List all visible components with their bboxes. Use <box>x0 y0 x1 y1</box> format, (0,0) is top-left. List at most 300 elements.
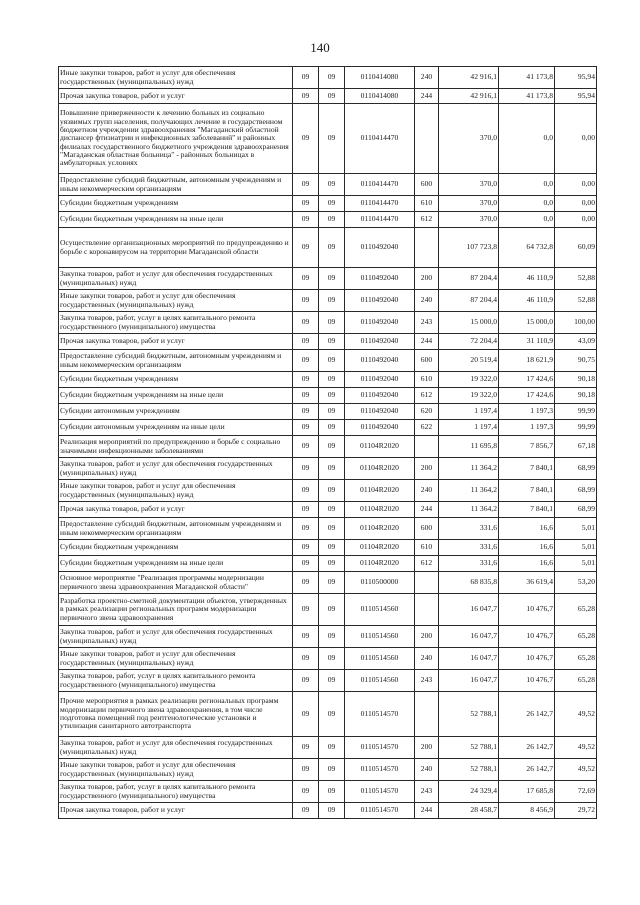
row-percent: 65,28 <box>555 648 597 670</box>
row-fact: 7 840,1 <box>499 458 555 480</box>
row-podrazdel: 09 <box>319 803 345 819</box>
row-kind: 600 <box>415 350 439 372</box>
row-podrazdel: 09 <box>319 594 345 626</box>
row-name: Основное мероприятие "Реализация программы модернизации первичного звена здравоохранения Магаданской области" <box>59 572 293 594</box>
row-name: Прочая закупка товаров, работ и услуг <box>59 803 293 819</box>
row-kind: 240 <box>415 290 439 312</box>
row-plan: 87 204,4 <box>439 290 499 312</box>
row-fact: 15 000,0 <box>499 312 555 334</box>
row-fact: 18 621,9 <box>499 350 555 372</box>
row-kind: 240 <box>415 480 439 502</box>
row-name: Иные закупки товаров, работ и услуг для обеспечения государственных (муниципальных) нужд <box>59 480 293 502</box>
row-razdel: 09 <box>293 458 319 480</box>
row-article: 0110492040 <box>345 228 415 268</box>
row-podrazdel: 09 <box>319 458 345 480</box>
row-article: 01104R2020 <box>345 502 415 518</box>
row-fact: 16,6 <box>499 556 555 572</box>
row-razdel: 09 <box>293 626 319 648</box>
row-name: Закупка товаров, работ, услуг в целях капитального ремонта государственного (муниципального) имущества <box>59 781 293 803</box>
row-kind: 240 <box>415 759 439 781</box>
row-name: Закупка товаров, работ, услуг в целях капитального ремонта государственного (муниципального) имущества <box>59 670 293 692</box>
row-plan: 87 204,4 <box>439 268 499 290</box>
row-kind: 244 <box>415 89 439 104</box>
table-row <box>59 803 597 819</box>
table-row <box>59 388 597 404</box>
row-percent: 68,99 <box>555 458 597 480</box>
row-plan: 331,6 <box>439 518 499 540</box>
row-razdel: 09 <box>293 174 319 196</box>
row-razdel: 09 <box>293 372 319 388</box>
row-podrazdel: 09 <box>319 540 345 556</box>
row-kind: 612 <box>415 212 439 228</box>
row-kind: 240 <box>415 648 439 670</box>
row-article: 01104R2020 <box>345 436 415 458</box>
row-plan: 1 197,4 <box>439 420 499 436</box>
row-podrazdel: 09 <box>319 737 345 759</box>
row-name: Иные закупки товаров, работ и услуг для обеспечения государственных (муниципальных) нужд <box>59 759 293 781</box>
row-percent: 0,00 <box>555 174 597 196</box>
row-kind <box>415 436 439 458</box>
row-fact: 10 476,7 <box>499 648 555 670</box>
row-fact: 10 476,7 <box>499 594 555 626</box>
row-razdel: 09 <box>293 196 319 212</box>
row-podrazdel: 09 <box>319 781 345 803</box>
table-row <box>59 737 597 759</box>
row-fact: 1 197,3 <box>499 420 555 436</box>
row-name: Субсидии автономным учреждениям на иные цели <box>59 420 293 436</box>
row-percent: 5,01 <box>555 556 597 572</box>
row-plan: 16 047,7 <box>439 626 499 648</box>
table-row <box>59 372 597 388</box>
row-article: 0110492040 <box>345 420 415 436</box>
row-fact: 1 197,3 <box>499 404 555 420</box>
row-article: 01104R2020 <box>345 556 415 572</box>
row-plan: 331,6 <box>439 556 499 572</box>
row-kind: 610 <box>415 372 439 388</box>
row-fact: 46 110,9 <box>499 268 555 290</box>
row-percent: 0,00 <box>555 212 597 228</box>
row-razdel: 09 <box>293 89 319 104</box>
row-razdel: 09 <box>293 290 319 312</box>
row-name: Субсидии бюджетным учреждениям на иные цели <box>59 556 293 572</box>
row-article: 01104R2020 <box>345 458 415 480</box>
row-article: 0110492040 <box>345 404 415 420</box>
row-article: 0110514570 <box>345 781 415 803</box>
row-kind: 244 <box>415 502 439 518</box>
row-plan: 370,0 <box>439 174 499 196</box>
row-article: 0110492040 <box>345 312 415 334</box>
row-fact: 64 732,8 <box>499 228 555 268</box>
row-article: 0110514570 <box>345 759 415 781</box>
row-kind: 600 <box>415 518 439 540</box>
row-fact: 0,0 <box>499 174 555 196</box>
table-row <box>59 290 597 312</box>
row-percent: 68,99 <box>555 502 597 518</box>
row-plan: 72 204,4 <box>439 334 499 350</box>
row-plan: 11 364,2 <box>439 480 499 502</box>
row-percent: 60,09 <box>555 228 597 268</box>
row-podrazdel: 09 <box>319 518 345 540</box>
table-row <box>59 228 597 268</box>
row-plan: 19 322,0 <box>439 372 499 388</box>
row-razdel: 09 <box>293 312 319 334</box>
row-kind: 200 <box>415 458 439 480</box>
row-kind: 243 <box>415 312 439 334</box>
table-row <box>59 518 597 540</box>
table-row <box>59 480 597 502</box>
row-razdel: 09 <box>293 594 319 626</box>
row-fact: 7 856,7 <box>499 436 555 458</box>
row-podrazdel: 09 <box>319 350 345 372</box>
row-fact: 16,6 <box>499 518 555 540</box>
row-fact: 26 142,7 <box>499 692 555 737</box>
row-percent: 5,01 <box>555 540 597 556</box>
row-name: Предоставление субсидий бюджетным, автономным учреждениям и иным некоммерческим организациям <box>59 174 293 196</box>
row-fact: 0,0 <box>499 104 555 174</box>
row-razdel: 09 <box>293 759 319 781</box>
table-row <box>59 781 597 803</box>
row-name: Субсидии бюджетным учреждениям <box>59 196 293 212</box>
row-article: 0110414080 <box>345 67 415 89</box>
row-plan: 16 047,7 <box>439 670 499 692</box>
row-razdel: 09 <box>293 737 319 759</box>
row-name: Предоставление субсидий бюджетным, автономным учреждениям и иным некоммерческим организациям <box>59 518 293 540</box>
row-fact: 41 173,8 <box>499 67 555 89</box>
row-percent: 68,99 <box>555 480 597 502</box>
row-plan: 11 364,2 <box>439 458 499 480</box>
row-razdel: 09 <box>293 212 319 228</box>
row-kind <box>415 692 439 737</box>
row-percent: 90,75 <box>555 350 597 372</box>
row-plan: 52 788,1 <box>439 759 499 781</box>
row-article: 0110492040 <box>345 350 415 372</box>
row-plan: 42 916,1 <box>439 89 499 104</box>
row-article: 0110514560 <box>345 594 415 626</box>
row-razdel: 09 <box>293 334 319 350</box>
row-article: 01104R2020 <box>345 480 415 502</box>
row-article: 01104R2020 <box>345 518 415 540</box>
row-name: Прочая закупка товаров, работ и услуг <box>59 334 293 350</box>
row-article: 0110414470 <box>345 196 415 212</box>
row-podrazdel: 09 <box>319 502 345 518</box>
row-razdel: 09 <box>293 781 319 803</box>
table-row <box>59 436 597 458</box>
row-percent: 65,28 <box>555 626 597 648</box>
row-name: Осуществление организационных мероприятий по предупреждению и борьбе с коронавирусом на территории Магаданской области <box>59 228 293 268</box>
row-fact: 17 424,6 <box>499 388 555 404</box>
table-row <box>59 759 597 781</box>
row-podrazdel: 09 <box>319 626 345 648</box>
row-percent: 5,01 <box>555 518 597 540</box>
row-percent: 65,28 <box>555 670 597 692</box>
row-fact: 8 456,9 <box>499 803 555 819</box>
row-name: Закупка товаров, работ, услуг в целях капитального ремонта государственного (муниципального) имущества <box>59 312 293 334</box>
row-percent: 29,72 <box>555 803 597 819</box>
table-row <box>59 572 597 594</box>
row-fact: 41 173,8 <box>499 89 555 104</box>
row-razdel: 09 <box>293 480 319 502</box>
row-podrazdel: 09 <box>319 212 345 228</box>
table-row <box>59 670 597 692</box>
table-row <box>59 89 597 104</box>
table-body <box>59 67 597 819</box>
table-row <box>59 648 597 670</box>
row-kind <box>415 572 439 594</box>
row-podrazdel: 09 <box>319 334 345 350</box>
table-row <box>59 268 597 290</box>
row-name: Закупка товаров, работ и услуг для обеспечения государственных (муниципальных) нужд <box>59 626 293 648</box>
page-number: 140 <box>310 40 330 55</box>
row-razdel: 09 <box>293 404 319 420</box>
table-row <box>59 212 597 228</box>
row-name: Повышение приверженности к лечению больных из социально уязвимых групп населения, получающих лечение в государственном бюджетном учреждении здравоохранения "Магаданский областной диспансер фтизиатрии и инфекционных заболеваний" и районных филиалах государственного бюджетного учреждения здравоохранения "Магаданская областная больница" - районных больницах в амбулаторных условиях <box>59 104 293 174</box>
row-podrazdel: 09 <box>319 436 345 458</box>
row-razdel: 09 <box>293 388 319 404</box>
row-podrazdel: 09 <box>319 670 345 692</box>
row-percent: 95,94 <box>555 67 597 89</box>
row-podrazdel: 09 <box>319 174 345 196</box>
row-plan: 52 788,1 <box>439 692 499 737</box>
row-article: 0110500000 <box>345 572 415 594</box>
row-razdel: 09 <box>293 502 319 518</box>
row-name: Субсидии бюджетным учреждениям <box>59 540 293 556</box>
row-fact: 17 424,6 <box>499 372 555 388</box>
row-percent: 100,00 <box>555 312 597 334</box>
row-razdel: 09 <box>293 518 319 540</box>
row-podrazdel: 09 <box>319 388 345 404</box>
table-row <box>59 67 597 89</box>
row-percent: 53,20 <box>555 572 597 594</box>
row-percent: 52,88 <box>555 268 597 290</box>
row-article: 0110414470 <box>345 212 415 228</box>
row-fact: 0,0 <box>499 196 555 212</box>
table-row <box>59 626 597 648</box>
row-razdel: 09 <box>293 436 319 458</box>
row-article: 0110414080 <box>345 89 415 104</box>
row-fact: 17 685,8 <box>499 781 555 803</box>
row-name: Закупка товаров, работ и услуг для обеспечения государственных (муниципальных) нужд <box>59 458 293 480</box>
row-percent: 0,00 <box>555 196 597 212</box>
table-row <box>59 594 597 626</box>
row-kind: 244 <box>415 334 439 350</box>
row-podrazdel: 09 <box>319 312 345 334</box>
row-name: Субсидии автономным учреждениям <box>59 404 293 420</box>
row-plan: 11 364,2 <box>439 502 499 518</box>
row-razdel: 09 <box>293 803 319 819</box>
row-plan: 370,0 <box>439 196 499 212</box>
row-fact: 7 840,1 <box>499 480 555 502</box>
row-name: Реализация мероприятий по предупреждению и борьбе с социально значимыми инфекционными заболеваниями <box>59 436 293 458</box>
row-kind: 612 <box>415 556 439 572</box>
table-row <box>59 502 597 518</box>
table-row <box>59 104 597 174</box>
row-name: Иные закупки товаров, работ и услуг для обеспечения государственных (муниципальных) нужд <box>59 290 293 312</box>
row-fact: 10 476,7 <box>499 626 555 648</box>
row-plan: 370,0 <box>439 104 499 174</box>
row-percent: 43,09 <box>555 334 597 350</box>
row-podrazdel: 09 <box>319 89 345 104</box>
row-podrazdel: 09 <box>319 228 345 268</box>
table-row <box>59 540 597 556</box>
row-kind <box>415 104 439 174</box>
row-name: Закупка товаров, работ и услуг для обеспечения государственных (муниципальных) нужд <box>59 737 293 759</box>
row-razdel: 09 <box>293 420 319 436</box>
row-fact: 0,0 <box>499 212 555 228</box>
row-podrazdel: 09 <box>319 372 345 388</box>
row-kind: 200 <box>415 268 439 290</box>
row-plan: 1 197,4 <box>439 404 499 420</box>
row-podrazdel: 09 <box>319 572 345 594</box>
row-name: Субсидии бюджетным учреждениям на иные цели <box>59 212 293 228</box>
row-percent: 49,52 <box>555 759 597 781</box>
table-row <box>59 312 597 334</box>
row-podrazdel: 09 <box>319 104 345 174</box>
row-fact: 46 110,9 <box>499 290 555 312</box>
row-podrazdel: 09 <box>319 67 345 89</box>
row-plan: 52 788,1 <box>439 737 499 759</box>
row-podrazdel: 09 <box>319 290 345 312</box>
row-razdel: 09 <box>293 67 319 89</box>
row-kind: 610 <box>415 540 439 556</box>
row-razdel: 09 <box>293 350 319 372</box>
row-plan: 28 458,7 <box>439 803 499 819</box>
row-razdel: 09 <box>293 692 319 737</box>
row-article: 0110514570 <box>345 737 415 759</box>
row-podrazdel: 09 <box>319 556 345 572</box>
row-percent: 49,52 <box>555 692 597 737</box>
row-plan: 331,6 <box>439 540 499 556</box>
row-name: Иные закупки товаров, работ и услуг для обеспечения государственных (муниципальных) нужд <box>59 67 293 89</box>
row-article: 0110514570 <box>345 803 415 819</box>
row-article: 0110492040 <box>345 268 415 290</box>
row-razdel: 09 <box>293 268 319 290</box>
row-fact: 16,6 <box>499 540 555 556</box>
row-podrazdel: 09 <box>319 759 345 781</box>
row-article: 0110492040 <box>345 290 415 312</box>
row-plan: 370,0 <box>439 212 499 228</box>
row-kind: 200 <box>415 626 439 648</box>
row-kind: 200 <box>415 737 439 759</box>
row-razdel: 09 <box>293 104 319 174</box>
table-row <box>59 420 597 436</box>
row-name: Разработка проектно-сметной документации объектов, утвержденных в рамках реализации региональных программ модернизации первичного звена здравоохранения <box>59 594 293 626</box>
row-article: 0110492040 <box>345 334 415 350</box>
row-podrazdel: 09 <box>319 648 345 670</box>
row-plan: 42 916,1 <box>439 67 499 89</box>
row-article: 0110514570 <box>345 692 415 737</box>
row-kind: 244 <box>415 803 439 819</box>
row-podrazdel: 09 <box>319 268 345 290</box>
row-plan: 16 047,7 <box>439 594 499 626</box>
table-row <box>59 692 597 737</box>
row-kind <box>415 228 439 268</box>
row-plan: 24 329,4 <box>439 781 499 803</box>
row-article: 01104R2020 <box>345 540 415 556</box>
table-row <box>59 196 597 212</box>
table-row <box>59 334 597 350</box>
table-row <box>59 458 597 480</box>
row-article: 0110514560 <box>345 626 415 648</box>
row-razdel: 09 <box>293 540 319 556</box>
row-kind: 620 <box>415 404 439 420</box>
row-percent: 90,18 <box>555 372 597 388</box>
row-razdel: 09 <box>293 670 319 692</box>
row-name: Прочая закупка товаров, работ и услуг <box>59 89 293 104</box>
row-fact: 36 619,4 <box>499 572 555 594</box>
row-article: 0110492040 <box>345 388 415 404</box>
table-row <box>59 404 597 420</box>
row-kind: 622 <box>415 420 439 436</box>
row-plan: 15 000,0 <box>439 312 499 334</box>
row-fact: 10 476,7 <box>499 670 555 692</box>
row-kind <box>415 594 439 626</box>
row-percent: 49,52 <box>555 737 597 759</box>
row-podrazdel: 09 <box>319 692 345 737</box>
row-percent: 0,00 <box>555 104 597 174</box>
row-article: 0110414470 <box>345 174 415 196</box>
row-podrazdel: 09 <box>319 420 345 436</box>
row-plan: 68 835,8 <box>439 572 499 594</box>
row-article: 0110492040 <box>345 372 415 388</box>
row-name: Субсидии бюджетным учреждениям на иные цели <box>59 388 293 404</box>
table-row <box>59 556 597 572</box>
table-row <box>59 174 597 196</box>
table-row <box>59 350 597 372</box>
row-razdel: 09 <box>293 648 319 670</box>
row-podrazdel: 09 <box>319 480 345 502</box>
row-plan: 19 322,0 <box>439 388 499 404</box>
row-kind: 610 <box>415 196 439 212</box>
row-fact: 26 142,7 <box>499 759 555 781</box>
row-article: 0110514560 <box>345 648 415 670</box>
row-name: Прочие мероприятия в рамках реализации региональных программ модернизации первичного звена здравоохранения, в том числе подготовка помещений под рентгенологические установки и утилизация санитарного автотранспорта <box>59 692 293 737</box>
row-plan: 107 723,8 <box>439 228 499 268</box>
row-razdel: 09 <box>293 228 319 268</box>
row-kind: 612 <box>415 388 439 404</box>
row-percent: 67,18 <box>555 436 597 458</box>
row-fact: 26 142,7 <box>499 737 555 759</box>
row-kind: 600 <box>415 174 439 196</box>
row-plan: 16 047,7 <box>439 648 499 670</box>
row-name: Иные закупки товаров, работ и услуг для обеспечения государственных (муниципальных) нужд <box>59 648 293 670</box>
row-name: Прочая закупка товаров, работ и услуг <box>59 502 293 518</box>
row-podrazdel: 09 <box>319 196 345 212</box>
row-percent: 95,94 <box>555 89 597 104</box>
row-percent: 72,69 <box>555 781 597 803</box>
row-name: Предоставление субсидий бюджетным, автономным учреждениям и иным некоммерческим организациям <box>59 350 293 372</box>
row-name: Закупка товаров, работ и услуг для обеспечения государственных (муниципальных) нужд <box>59 268 293 290</box>
row-razdel: 09 <box>293 572 319 594</box>
row-razdel: 09 <box>293 556 319 572</box>
row-percent: 52,88 <box>555 290 597 312</box>
budget-table <box>58 66 597 819</box>
row-article: 0110414470 <box>345 104 415 174</box>
row-percent: 65,28 <box>555 594 597 626</box>
row-kind: 240 <box>415 67 439 89</box>
row-plan: 11 695,8 <box>439 436 499 458</box>
row-plan: 20 519,4 <box>439 350 499 372</box>
row-percent: 99,99 <box>555 404 597 420</box>
row-podrazdel: 09 <box>319 404 345 420</box>
row-kind: 243 <box>415 781 439 803</box>
row-name: Субсидии бюджетным учреждениям <box>59 372 293 388</box>
row-percent: 99,99 <box>555 420 597 436</box>
row-article: 0110514560 <box>345 670 415 692</box>
row-percent: 90,18 <box>555 388 597 404</box>
row-fact: 31 110,9 <box>499 334 555 350</box>
row-kind: 243 <box>415 670 439 692</box>
row-fact: 7 840,1 <box>499 502 555 518</box>
